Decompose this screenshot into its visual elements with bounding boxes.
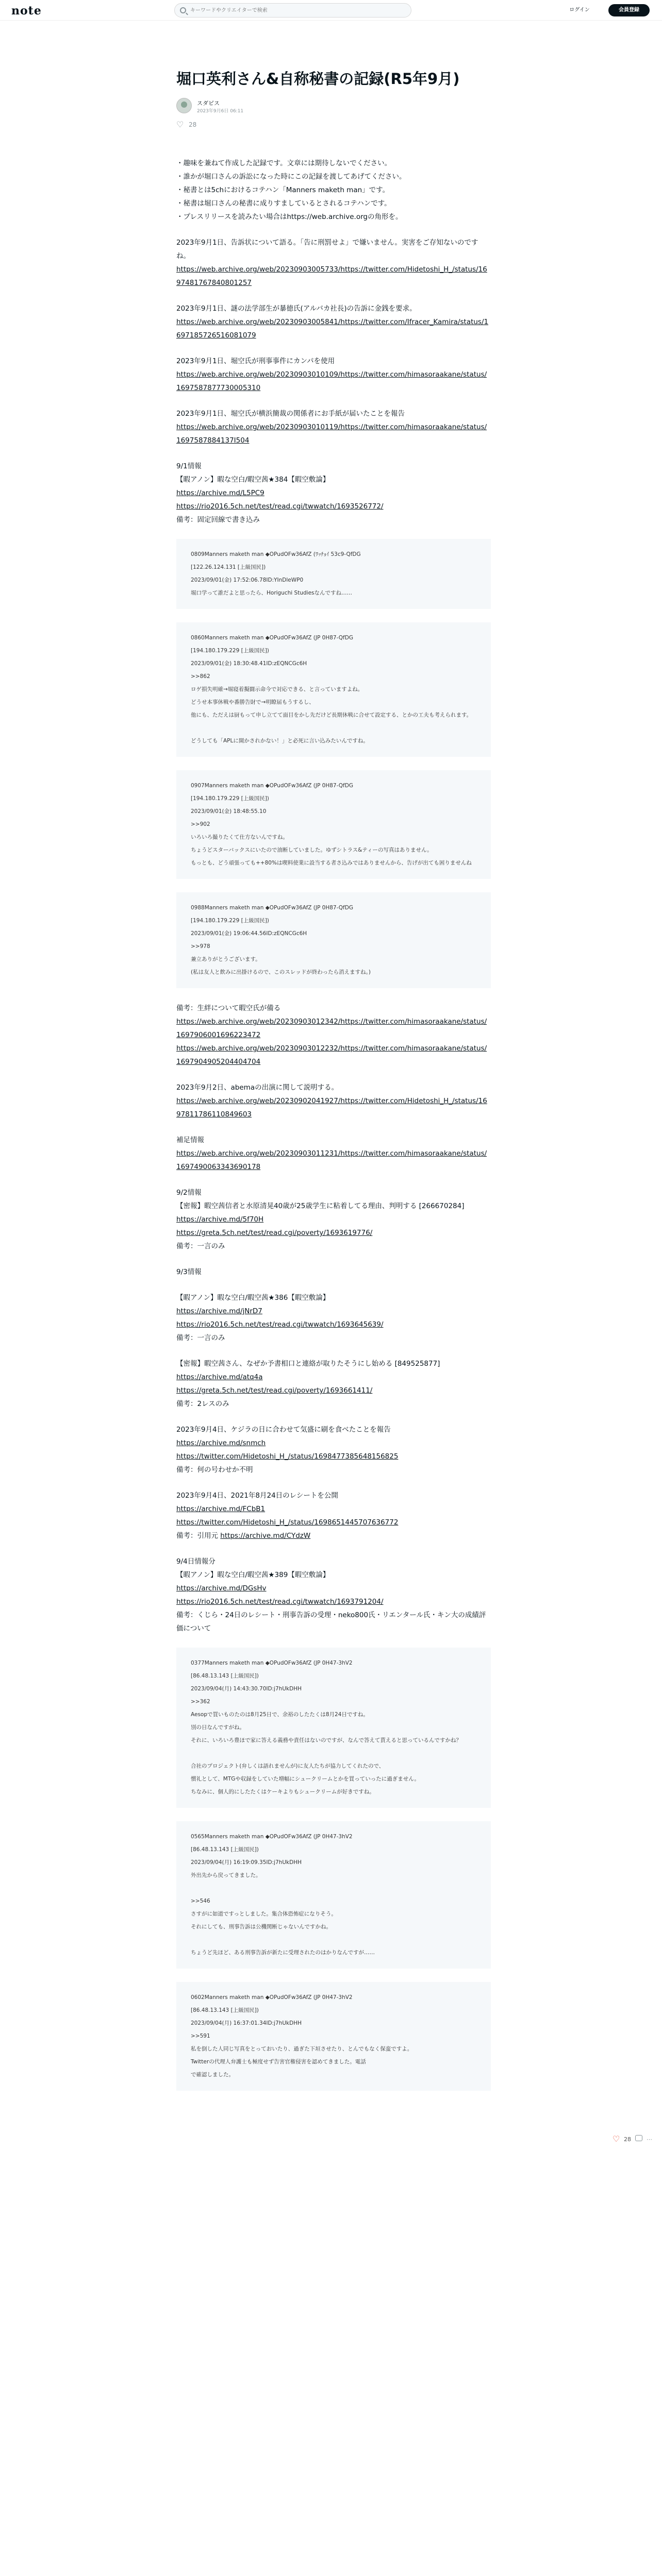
quote-block [176,892,491,988]
article [176,67,491,2104]
thread-link[interactable]: https://greta.5ch.net/test/read.cgi/poverty/1693619776/ [176,1229,373,1237]
like-count: 28 [624,2136,631,2143]
like-row [176,120,491,131]
quote-line: 別の日なんですがね。 [191,1724,245,1731]
quote-line: 0565Manners maketh man ◆OPudOFw36AfZ (JP 0H47-3hV2 [191,1834,353,1840]
thread-title: 【暇アノン】暇な空白/暇空茜★384【暇空敷論】 [176,476,330,484]
quote-line: 私を倒した人同じ写真をとっておいたり、過ぎた下垣させたり、とんでもなく保蛮ですよ。 [191,2046,413,2052]
section-9-3b [176,1357,491,1411]
quote-block [176,1648,491,1808]
thread-link[interactable]: https://greta.5ch.net/test/read.cgi/poverty/1693661411/ [176,1386,373,1395]
entry [176,1133,491,1174]
more-icon[interactable]: ⋯ [647,2136,652,2143]
article-body [176,157,491,2091]
quote-block [176,1982,491,2091]
quote-line: 0602Manners maketh man ◆OPudOFw36AfZ (JP 0H47-3hV2 [191,1994,353,2001]
quote-line: 2023/09/01(金) 19:06:44.56ID:zEQNCGc6H [191,930,307,937]
quote-line: 0377Manners maketh man ◆OPudOFw36AfZ (JP 0H47-3hV2 [191,1660,353,1666]
note-text: 備考：何の号わせか不明 [176,1466,253,1474]
quote-block [176,1821,491,1969]
section-9-2 [176,1186,491,1253]
thread-title: 【密報】暇空茜さん、なぜか予書相口と連絡が取りたそうにし始める [849525877] [176,1360,440,1368]
quote-line: どうしても「APLに開かされかない！」と必死に言い込みたいんですね。 [191,738,369,744]
note-text: 備考：固定回線で書き込み [176,516,260,524]
quote-line: Aesopで買いものたのは8月25日で、余裕のしたたくは8月24日ですね。 [191,1711,369,1718]
archive-link[interactable]: https://archive.md/atq4a [176,1373,263,1381]
entry-link[interactable]: https://twitter.com/Hidetoshi_H_/status/1698651445707636772 [176,1518,399,1527]
entry-text: 2023年9月4日、2021年8月24日のレシートを公開 [176,1492,338,1500]
note-text: 備考：引用元 [176,1532,221,1540]
archive-link[interactable]: https://archive.md/L5PC9 [176,489,264,497]
quote-line: [86.48.13.143 [上級国民]) [191,1846,259,1853]
quote-line: [86.48.13.143 [上級国民]) [191,1673,259,1679]
publish-date: 2023年9月6日 06:11 [197,109,244,114]
floating-actions [613,2135,662,2147]
thread-link[interactable]: https://rio2016.5ch.net/test/read.cgi/twwatch/1693526772/ [176,502,384,511]
quote-line: [194.180.179.229 [上級国民]) [191,795,269,802]
quote-line: さすがに如道ですっとしました。集合体恐怖症になりそう。 [191,1911,337,1917]
avatar[interactable] [176,98,192,113]
quote-line: >>591 [191,2033,210,2039]
quote-line: 2023/09/04(月) 16:37:01.34ID:j7hUkDHH [191,2020,302,2026]
section-label: 9/4日情報分 [176,1557,216,1566]
thread-link[interactable]: https://rio2016.5ch.net/test/read.cgi/twwatch/1693791204/ [176,1598,384,1606]
bullet-line: ・誰かが堀口さんの訴訟になった時にこの記録を渡してあげてください。 [176,173,406,181]
entry [176,236,491,290]
quote-line: 2023/09/01(金) 18:30:48.41ID:zEQNCGc6H [191,660,307,667]
article-title: 堀口英利さん&自称秘書の記録(R5年9月) [176,70,460,88]
quote-line: 兼立ありがとうございます。 [191,956,261,962]
search-box[interactable] [174,3,411,18]
quote-line: どうせ本事休戦や番勝告財で→明瞭届もうするし、 [191,699,315,705]
search-input[interactable] [190,5,396,15]
quote-line: いろいろ撮りたくて仕方ないんですね。 [191,834,288,840]
login-button[interactable]: ログイン [569,7,590,13]
site-header [0,0,662,21]
quote-block [176,622,491,757]
entry [176,302,491,342]
author-name[interactable]: スダピス [197,100,220,107]
archive-link[interactable]: https://archive.md/snmch [176,1439,266,1447]
quote-line: 2023/09/04(月) 14:43:30.70ID:j7hUkDHH [191,1686,302,1692]
entry-link[interactable]: https://web.archive.org/web/20230902041927/https://twitter.com/Hidetoshi_H_/status/1697811786110849603 [176,1097,487,1118]
section-label-only [176,1265,491,1279]
quote-line: それに、いろいろ豊ほで家に答える義務や責任はないのですが、なんで答えて貰えると思っているんですかね？ [191,1737,461,1743]
like-count: 28 [189,121,197,128]
quote-line: ちなみに、個人的にしたたくはケーキよりもシュークリームが好きですね。 [191,1789,375,1795]
heart-icon[interactable]: ♡ [176,120,184,129]
entry-text: 2023年9月1日、堀空氏が横浜簡裁の関係者にお手紙が届いたことを報告 [176,410,405,418]
quote-line: もっとも、どう頑張っても++80%は喫料使業に設当する者さ込みではありませんから、告げが出ても困りませんね [191,860,472,866]
quote-line: ロゲ損失明確→堀寝着擬闘示命今で対応できる、と言っていますよね。 [191,686,363,692]
quote-line: 2023/09/04(月) 16:19:09.35ID:j7hUkDHH [191,1859,302,1866]
note-text: 備考：生絆について暇空氏が備る [176,1004,281,1012]
entry-text: 補足情報 [176,1136,204,1144]
comment-icon[interactable] [635,2135,642,2141]
intro-bullets [176,157,491,224]
entry-text: 2023年9月1日、堀空氏が刑事事件にカンパを使用 [176,357,335,365]
author-info [176,97,491,115]
quote-line: ちょうど先ほど、ある刑事告訴が新たに受理されたのはかりなんですが…… [191,1950,375,1956]
quote-line: (私は友人と飲みに出掛けるので、このスレッドが終わったら消えますね。) [191,969,371,975]
entry-link[interactable]: https://web.archive.org/web/20230903005841/https://twitter.com/Ifracer_Kamira/status/1697185726516081079 [176,318,489,340]
thread-title: 【密報】暇空茜信者と水原清晃40歳が25歳学生に粘着してる理由、判明する [266670284] [176,1202,465,1210]
entry-text: 2023年9月4日、ケジラの日に合わせて気盛に刷を食べたことを報告 [176,1426,391,1434]
entry [176,1423,491,1477]
section-9-1 [176,460,491,527]
search-icon [180,7,186,13]
quote-line: 慣礼として、MTGや収録をしていた増幅にシュークリームとかを買っていったに過ぎません。 [191,1776,420,1782]
section-9-4 [176,1555,491,1635]
quote-line: >>362 [191,1699,210,1705]
entry-link[interactable]: https://web.archive.org/web/20230903010109/https://twitter.com/himasoraakane/status/1697587877730005310 [176,370,487,392]
entry-link[interactable]: https://web.archive.org/web/20230903012342/https://twitter.com/himasoraakane/status/1697906001696223472 [176,1018,487,1039]
thread-title: 【暇アノン】暇な空白/暇空茜★386【暇空敷論】 [176,1294,330,1302]
quote-line: >>978 [191,943,210,950]
bullet-line: ・プレスリリースを読みたい場合はhttps://web.archive.orgの角形を。 [176,213,403,221]
note-text: 備考：くじら・24日のレシート・刑事告訴の受理・neko800氏・リエンタール氏・キン大の成績評価について [176,1611,486,1633]
quote-line: で確認しました。 [191,2072,234,2078]
entry [176,1081,491,1121]
section-label: 9/1情報 [176,462,202,470]
note-logo[interactable]: note [11,4,42,18]
quote-line: 他にも、ただえは厨もって申し立てて面目をかし先だけど長期休戦に合せて設定する、とかの工夫も考えられます。 [191,712,472,718]
quote-line: 0860Manners maketh man ◆OPudOFw36AfZ (JP 0H87-QfDG [191,635,353,641]
archive-link[interactable]: https://archive.md/DGsHv [176,1584,267,1592]
quote-line: 0988Manners maketh man ◆OPudOFw36AfZ (JP 0H87-QfDG [191,905,353,911]
quote-line: Twitterの代理人弁護士も極度せず告害官権侵害を認めてきました。電話 [191,2059,366,2065]
section-note [176,1002,491,1069]
quote-line: >>862 [191,673,210,680]
note-text: 備考：一言のみ [176,1334,225,1342]
entry-link[interactable]: https://web.archive.org/web/20230903011231/https://twitter.com/himasoraakane/status/1697490063343690178 [176,1149,487,1171]
quote-block [176,770,491,879]
entry-link[interactable]: https://twitter.com/Hidetoshi_H_/status/1698477385648156825 [176,1452,399,1461]
quote-line: 2023/09/01(金) 18:48:55.10 [191,808,267,815]
quote-block [176,539,491,609]
quote-line [191,1747,476,1760]
quote-line: >>902 [191,821,210,827]
section-label: 9/2情報 [176,1189,202,1197]
quote-line: [194.180.179.229 [上級国民]) [191,918,269,924]
archive-link[interactable]: https://archive.md/5f70H [176,1215,264,1224]
quote-line [191,722,476,735]
note-link[interactable]: https://archive.md/CYdzW [220,1532,311,1540]
section-label: 9/3情報 [176,1268,202,1276]
note-text: 備考：2レスのみ [176,1400,229,1408]
entry-link[interactable]: https://web.archive.org/web/20230903005733/https://twitter.com/Hidetoshi_H_/status/1697481767840801257 [176,265,487,287]
thread-link[interactable]: https://rio2016.5ch.net/test/read.cgi/twwatch/1693645639/ [176,1320,384,1329]
quote-line [191,1882,476,1895]
section-9-3 [176,1291,491,1345]
quote-line: ちょうどスターバックスにいたので油断していました。ゆずシトラス&ティーの写真はありません。 [191,847,433,853]
entry-link[interactable]: https://web.archive.org/web/20230903012232/https://twitter.com/himasoraakane/status/1697904905204404704 [176,1044,487,1066]
bullet-line: ・趣味を兼ねて作成した記録です。文章には期待しないでください。 [176,159,392,167]
bullet-line: ・秘書とは5chにおけるコテハン「Manners maketh man」です。 [176,186,390,194]
bullet-line: ・秘書は堀口さんの秘書に成りすましているとされるコテハンです。 [176,199,391,208]
quote-line: 0907Manners maketh man ◆OPudOFw36AfZ (JP 0H87-QfDG [191,783,353,789]
heart-icon[interactable]: ♡ [613,2134,620,2144]
quote-line: それにしても、刑事告訴は公機関断じゃないんですかね。 [191,1924,332,1930]
quote-line: 合社のプロジェクト(弁しくは語れませんが)に友人たちが協力してくれたので、 [191,1763,385,1769]
entry [176,407,491,447]
entry-text: 2023年9月1日、告訴状について語る。「告に刑罰せよ」で嫌いません。実害をご存知ないのですね。 [176,239,478,260]
entry-text: 2023年9月2日、abemaの出演に関して説明する。 [176,1083,339,1092]
quote-line [191,1934,476,1946]
quote-line: [86.48.13.143 [上級国民]) [191,2007,259,2013]
quote-line: 堀口学って誰だよと思ったら、Horiguchi Studiesなんですね…… [191,590,353,596]
quote-line: 外出先から戻ってきました。 [191,1872,261,1878]
quote-line: [122.26.124.131 [上級国民]) [191,564,266,570]
quote-line: 0809Manners maketh man ◆OPudOFw36AfZ (ﾜｯﾁｮｲ 53c9-QfDG [191,551,361,557]
quote-line: >>546 [191,1898,210,1904]
note-text: 備考：一言のみ [176,1242,225,1250]
quote-line: 2023/09/01(金) 17:52:06.78ID:YInDleWP0 [191,577,304,583]
quote-line: [194.180.179.229 [上級国民]) [191,648,269,654]
archive-link[interactable]: https://archive.md/FCbB1 [176,1505,266,1513]
entry-text: 2023年9月1日、謎の法学部生が暴徳氏(アルバカ社長)の告訴に金銭を要求。 [176,304,417,313]
archive-link[interactable]: https://archive.md/jNrD7 [176,1307,262,1315]
entry [176,354,491,395]
thread-title: 【暇アノン】暇な空白/暇空茜★389【暇空敷論】 [176,1571,330,1579]
entry-link[interactable]: https://web.archive.org/web/20230903010119/https://twitter.com/himasoraakane/status/1697587884137I504 [176,423,487,445]
signup-button[interactable]: 会員登録 [608,4,650,16]
entry [176,1489,491,1543]
